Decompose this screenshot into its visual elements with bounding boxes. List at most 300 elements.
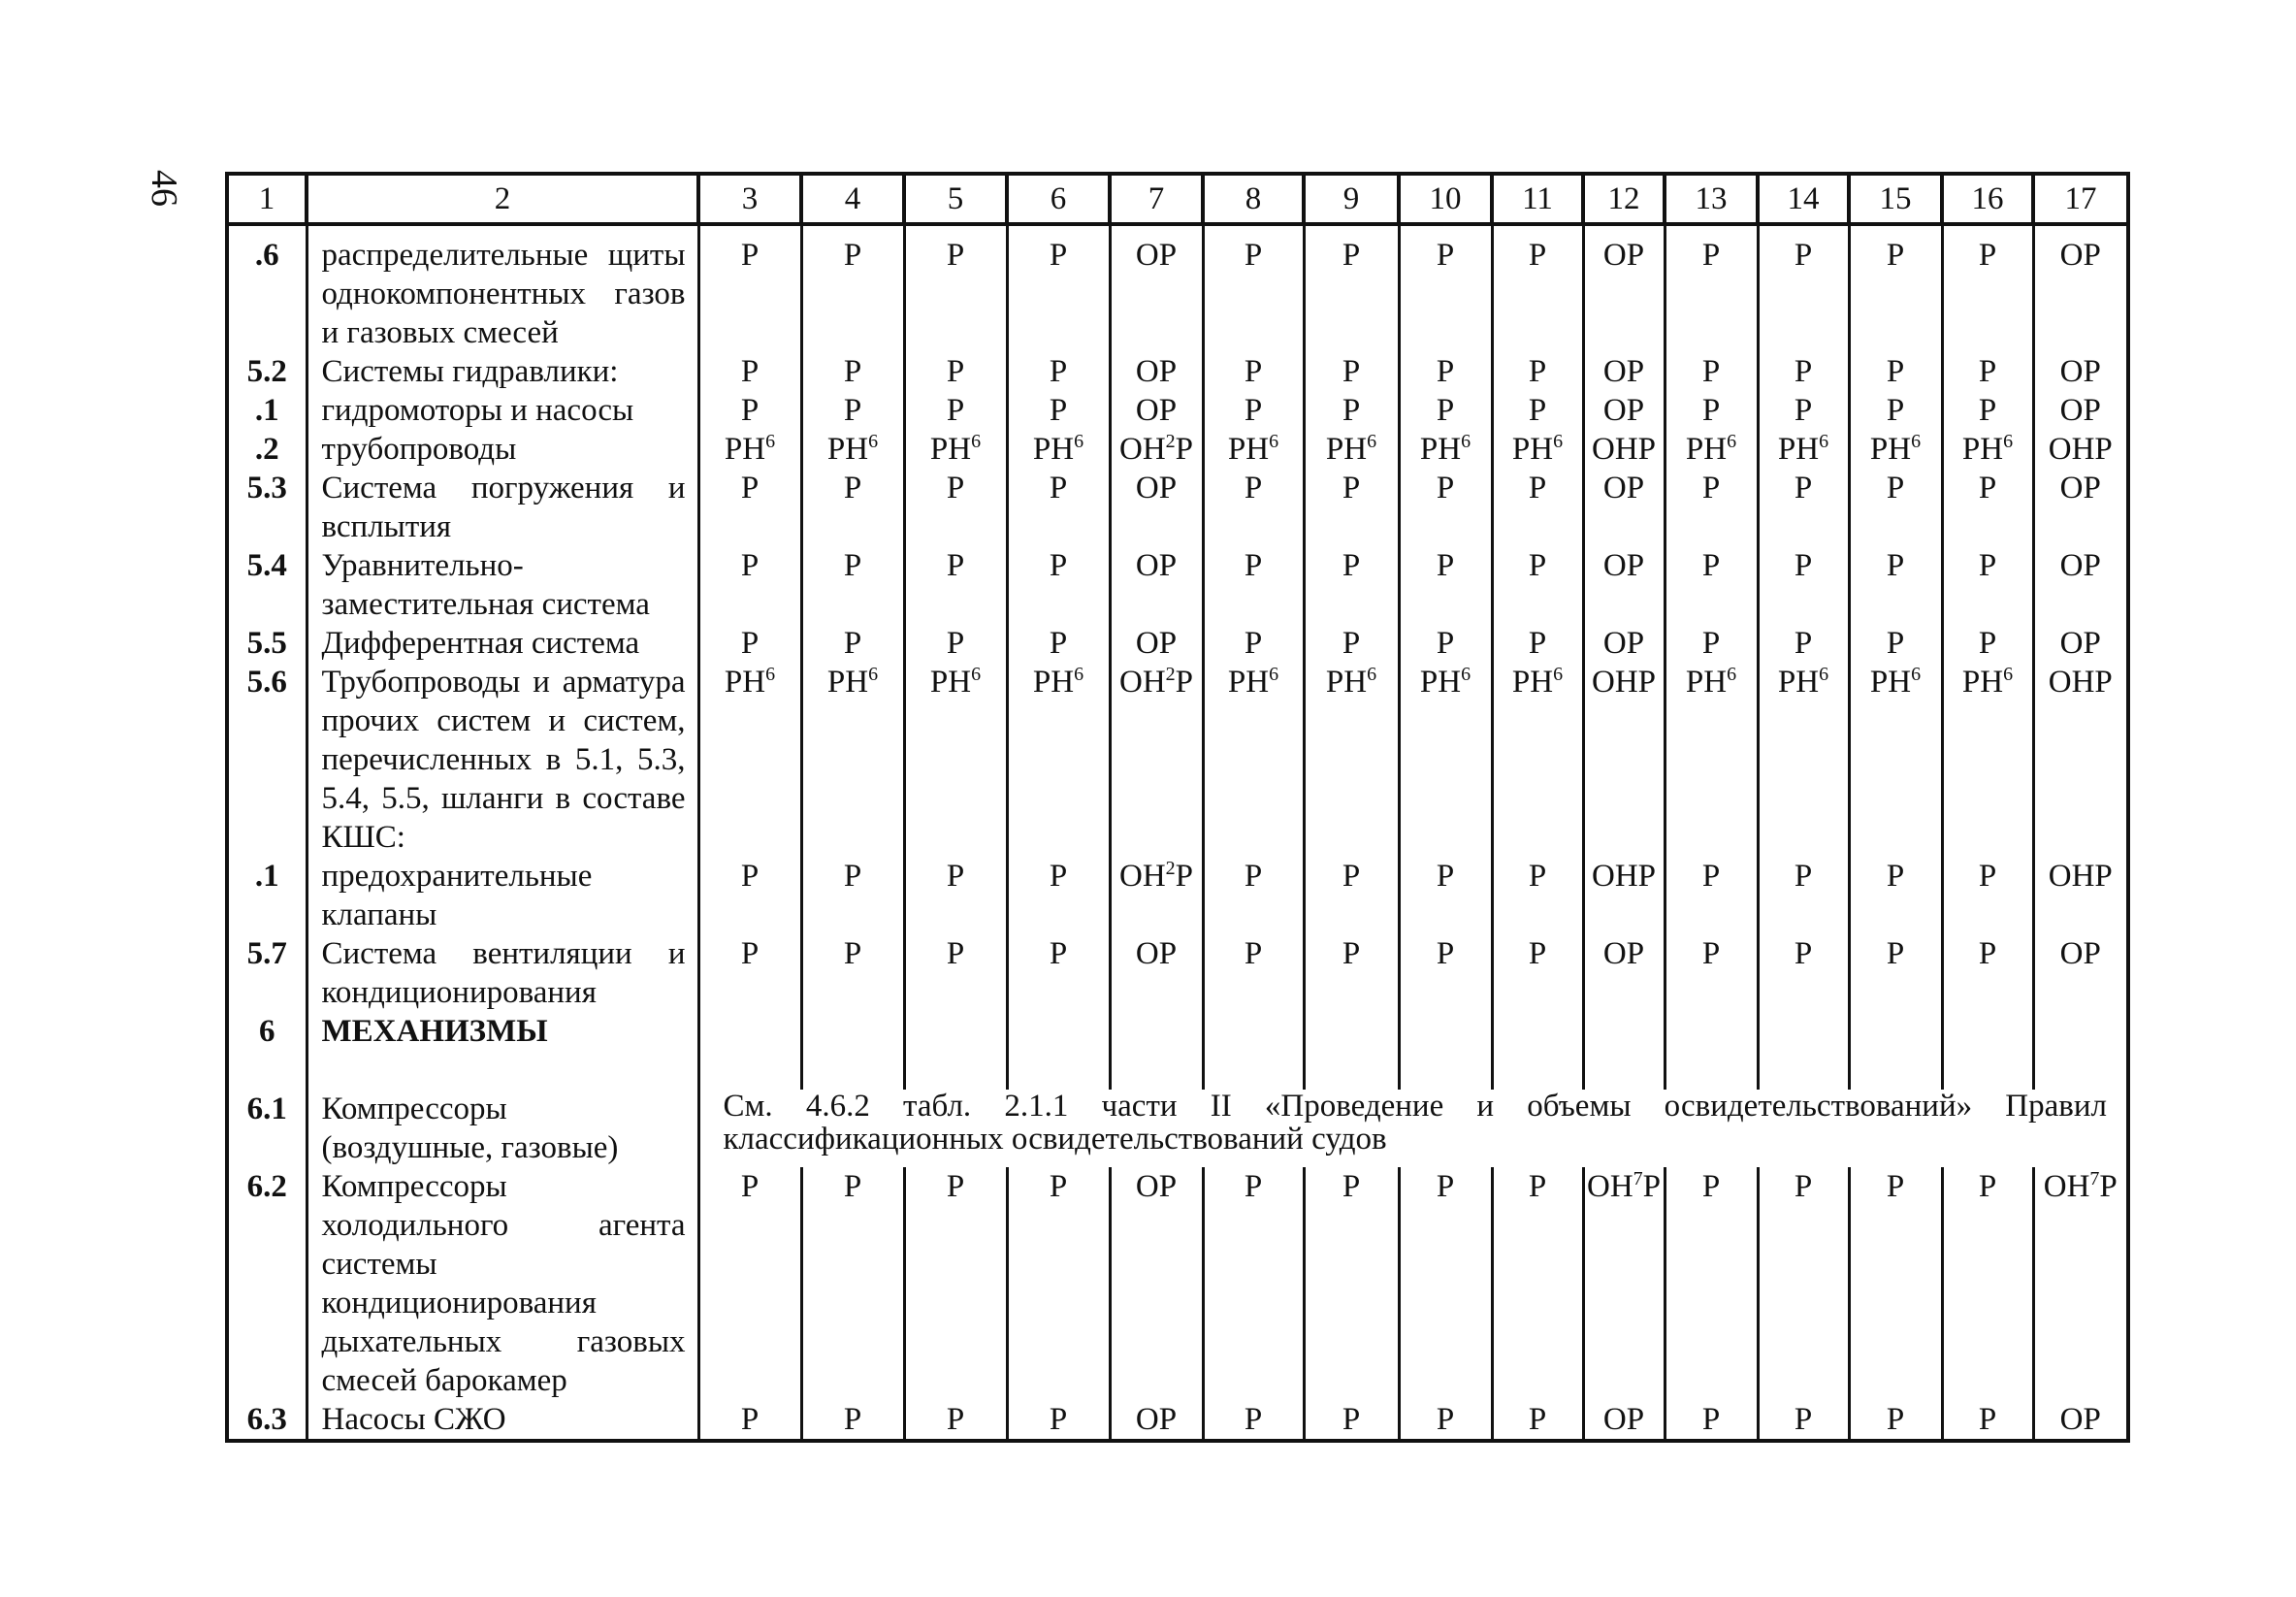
cell-col-10 xyxy=(1399,663,1492,857)
cell-value: Р xyxy=(1794,1169,1813,1204)
cell-value: ОР xyxy=(1602,393,1645,428)
cell-value: Р xyxy=(843,393,862,428)
cell-value: ОН xyxy=(1586,1169,1633,1204)
cell-col-16 xyxy=(1942,663,2033,857)
cell-col-5 xyxy=(904,224,1007,352)
cell-col-17 xyxy=(2033,663,2128,857)
cell-col-15 xyxy=(1849,1012,1942,1090)
cell-col-13 xyxy=(1665,1167,1758,1400)
footnote-mark: 6 xyxy=(1367,431,1377,452)
cell-value: ОР xyxy=(1135,354,1178,389)
row-name: распределительные щиты однокомпонентных газов и газовых смесей xyxy=(307,224,698,352)
cell-value: Р xyxy=(1886,1402,1905,1437)
cell-col-8 xyxy=(1203,546,1304,624)
cell-col-17 xyxy=(2033,546,2128,624)
cell-value: ОР xyxy=(1135,1169,1178,1204)
cell-value: ОНР xyxy=(1591,665,1657,700)
cell-col-6 xyxy=(1007,224,1110,352)
cell-value: Р xyxy=(1701,393,1721,428)
row-number: 5.7 xyxy=(227,934,307,1012)
cell-col-12 xyxy=(1583,469,1665,546)
cell-value: Р xyxy=(1244,238,1263,273)
cell-value: Р xyxy=(1886,1169,1905,1204)
table-row xyxy=(227,1090,2128,1167)
cell-value: Р xyxy=(1701,471,1721,505)
cell-value: Р xyxy=(1049,393,1068,428)
cell-value: Р xyxy=(1244,859,1263,894)
cell-col-16 xyxy=(1942,469,2033,546)
cell-value: РН xyxy=(1777,432,1820,467)
footnote-mark: 6 xyxy=(1461,431,1471,452)
cell-col-17 xyxy=(2033,624,2128,663)
cell-col-7 xyxy=(1110,1012,1203,1090)
column-header-17: 17 xyxy=(2033,174,2128,224)
cell-value: Р xyxy=(1794,1402,1813,1437)
cell-value: Р xyxy=(1342,471,1361,505)
cell-value: Р xyxy=(1978,471,1997,505)
cell-col-6 xyxy=(1007,546,1110,624)
cell-col-4 xyxy=(801,546,904,624)
cell-value: Р xyxy=(1436,471,1455,505)
cell-value: Р xyxy=(843,354,862,389)
cell-col-16 xyxy=(1942,352,2033,391)
cell-col-12 xyxy=(1583,352,1665,391)
row-number: 5.6 xyxy=(227,663,307,857)
cell-value: Р xyxy=(1528,238,1547,273)
cell-value: Р xyxy=(1436,548,1455,583)
inspection-table xyxy=(225,172,2130,1443)
cell-value: ОР xyxy=(1602,626,1645,661)
cell-value: Р xyxy=(1049,238,1068,273)
cell-col-13 xyxy=(1665,224,1758,352)
table-header xyxy=(227,174,2128,224)
cell-value: Р xyxy=(1049,1169,1068,1204)
cell-col-8 xyxy=(1203,1167,1304,1400)
cell-value: РН xyxy=(724,665,766,700)
cell-value: РН xyxy=(724,432,766,467)
cell-col-5 xyxy=(904,546,1007,624)
cell-value: Р xyxy=(1436,1402,1455,1437)
cell-col-9 xyxy=(1304,1012,1399,1090)
column-header-15: 15 xyxy=(1849,174,1942,224)
cell-value: РН xyxy=(1227,432,1270,467)
row-name: Уравнительно-заместительная система xyxy=(307,546,698,624)
row-name: Насосы СЖО xyxy=(307,1400,698,1441)
cell-value: ОР xyxy=(2059,393,2101,428)
cell-value: Р xyxy=(740,354,760,389)
cell-col-16 xyxy=(1942,430,2033,469)
cell-value: Р xyxy=(1436,936,1455,971)
cell-value: Р xyxy=(1528,548,1547,583)
cell-col-4 xyxy=(801,1400,904,1441)
cell-col-4 xyxy=(801,391,904,430)
cell-col-9 xyxy=(1304,1400,1399,1441)
cell-col-11 xyxy=(1492,469,1583,546)
cell-value: Р xyxy=(946,936,965,971)
cell-value: Р xyxy=(1701,354,1721,389)
cell-col-14 xyxy=(1758,934,1849,1012)
cell-value: Р xyxy=(1701,238,1721,273)
cell-col-6 xyxy=(1007,430,1110,469)
cell-col-14 xyxy=(1758,663,1849,857)
cell-col-12 xyxy=(1583,857,1665,934)
cell-value: Р xyxy=(843,1402,862,1437)
cell-value: Р xyxy=(843,471,862,505)
cell-value-tail: Р xyxy=(2099,1169,2118,1204)
cell-value: ОР xyxy=(1602,471,1645,505)
cell-col-17 xyxy=(2033,1400,2128,1441)
cell-col-7 xyxy=(1110,430,1203,469)
cell-value: Р xyxy=(1701,1402,1721,1437)
cell-value: ОН xyxy=(1118,665,1166,700)
cell-value: ОР xyxy=(2059,1402,2101,1437)
cell-value: Р xyxy=(740,859,760,894)
table-row xyxy=(227,857,2128,934)
cell-col-9 xyxy=(1304,469,1399,546)
cell-col-3 xyxy=(698,1167,801,1400)
cell-col-4 xyxy=(801,469,904,546)
cell-value: Р xyxy=(1794,354,1813,389)
cell-value: ОР xyxy=(1135,548,1178,583)
cell-value: ОР xyxy=(1602,1402,1645,1437)
cell-col-10 xyxy=(1399,469,1492,546)
cell-col-10 xyxy=(1399,352,1492,391)
cell-value: РН xyxy=(1419,432,1462,467)
cell-col-13 xyxy=(1665,934,1758,1012)
cell-value: Р xyxy=(1342,238,1361,273)
cell-col-6 xyxy=(1007,352,1110,391)
footnote-mark: 7 xyxy=(1633,1168,1643,1190)
cell-col-12 xyxy=(1583,624,1665,663)
cell-col-8 xyxy=(1203,663,1304,857)
cell-col-11 xyxy=(1492,352,1583,391)
cell-value: Р xyxy=(843,859,862,894)
cell-value: РН xyxy=(929,432,972,467)
cell-col-12 xyxy=(1583,1400,1665,1441)
cell-col-8 xyxy=(1203,391,1304,430)
cell-value: Р xyxy=(843,936,862,971)
cell-col-16 xyxy=(1942,624,2033,663)
cell-col-9 xyxy=(1304,624,1399,663)
cell-value: Р xyxy=(843,1169,862,1204)
cell-col-8 xyxy=(1203,1012,1304,1090)
column-header-8: 8 xyxy=(1203,174,1304,224)
cell-value: Р xyxy=(1886,393,1905,428)
table-row xyxy=(227,1400,2128,1441)
row-number: 5.2 xyxy=(227,352,307,391)
cell-value: Р xyxy=(1978,354,1997,389)
cell-col-15 xyxy=(1849,1167,1942,1400)
cell-value: Р xyxy=(1701,936,1721,971)
cell-col-17 xyxy=(2033,934,2128,1012)
cell-col-5 xyxy=(904,624,1007,663)
cell-value: ОР xyxy=(2059,354,2101,389)
column-header-1: 1 xyxy=(227,174,307,224)
cell-col-4 xyxy=(801,934,904,1012)
cell-col-12 xyxy=(1583,663,1665,857)
cell-value: ОНР xyxy=(2048,665,2113,700)
cell-value: Р xyxy=(1049,859,1068,894)
cell-value: Р xyxy=(1342,393,1361,428)
cell-col-9 xyxy=(1304,352,1399,391)
cell-col-6 xyxy=(1007,624,1110,663)
footnote-mark: 6 xyxy=(1367,664,1377,685)
cell-col-3 xyxy=(698,352,801,391)
footnote-mark: 6 xyxy=(1727,664,1737,685)
cell-col-10 xyxy=(1399,430,1492,469)
cell-value: Р xyxy=(1436,354,1455,389)
cell-value: Р xyxy=(1701,859,1721,894)
cell-col-3 xyxy=(698,624,801,663)
footnote-mark: 6 xyxy=(1074,431,1084,452)
cell-col-5 xyxy=(904,1167,1007,1400)
cell-col-3 xyxy=(698,430,801,469)
cell-value: Р xyxy=(1701,548,1721,583)
cell-col-8 xyxy=(1203,469,1304,546)
cell-col-11 xyxy=(1492,1012,1583,1090)
cell-value: Р xyxy=(740,626,760,661)
cell-value: Р xyxy=(1794,393,1813,428)
cell-col-6 xyxy=(1007,857,1110,934)
cell-col-7 xyxy=(1110,352,1203,391)
footnote-mark: 6 xyxy=(1911,664,1922,685)
row-number: .6 xyxy=(227,224,307,352)
row-number: 6 xyxy=(227,1012,307,1090)
footnote-mark: 6 xyxy=(971,664,982,685)
cell-col-3 xyxy=(698,1012,801,1090)
column-header-3: 3 xyxy=(698,174,801,224)
cell-value: Р xyxy=(843,626,862,661)
cell-col-14 xyxy=(1758,430,1849,469)
cell-value: Р xyxy=(1436,1169,1455,1204)
column-header-4: 4 xyxy=(801,174,904,224)
footnote-mark: 6 xyxy=(868,431,879,452)
cell-value: Р xyxy=(1886,548,1905,583)
cell-col-7 xyxy=(1110,1400,1203,1441)
cell-value: РН xyxy=(1419,665,1462,700)
cell-col-13 xyxy=(1665,1400,1758,1441)
cell-value: Р xyxy=(1701,1169,1721,1204)
cell-col-11 xyxy=(1492,391,1583,430)
cell-value: ОН xyxy=(1118,432,1166,467)
row-name: МЕХАНИЗМЫ xyxy=(307,1012,698,1090)
cell-col-7 xyxy=(1110,1167,1203,1400)
cell-col-14 xyxy=(1758,857,1849,934)
cell-value: ОР xyxy=(2059,471,2101,505)
cell-col-12 xyxy=(1583,391,1665,430)
cell-col-11 xyxy=(1492,546,1583,624)
cell-value: Р xyxy=(1978,548,1997,583)
cell-col-5 xyxy=(904,934,1007,1012)
footnote-mark: 6 xyxy=(2003,431,2014,452)
footnote-mark: 2 xyxy=(1165,431,1176,452)
cell-col-4 xyxy=(801,1167,904,1400)
cell-value: ОР xyxy=(1135,238,1178,273)
cell-value: Р xyxy=(1244,354,1263,389)
cell-value: Р xyxy=(1886,354,1905,389)
cell-col-6 xyxy=(1007,934,1110,1012)
table-row xyxy=(227,469,2128,546)
cell-value: Р xyxy=(1342,548,1361,583)
cell-col-12 xyxy=(1583,224,1665,352)
cell-value: ОН xyxy=(1118,859,1166,894)
cell-value: Р xyxy=(740,548,760,583)
row-name: Компрессоры холодильного агента системы кондиционирования дыхательных газовых смесей барокамер xyxy=(307,1167,698,1400)
cell-col-5 xyxy=(904,469,1007,546)
cell-col-10 xyxy=(1399,1167,1492,1400)
footnote-mark: 6 xyxy=(1269,664,1279,685)
cell-value: Р xyxy=(946,1402,965,1437)
cell-col-7 xyxy=(1110,469,1203,546)
cell-col-11 xyxy=(1492,624,1583,663)
cell-value: Р xyxy=(1528,936,1547,971)
cell-value: РН xyxy=(1961,665,2004,700)
cell-value: Р xyxy=(843,238,862,273)
table-row xyxy=(227,546,2128,624)
cell-value: Р xyxy=(946,548,965,583)
cell-col-10 xyxy=(1399,1012,1492,1090)
cell-col-7 xyxy=(1110,857,1203,934)
cell-col-16 xyxy=(1942,934,2033,1012)
row-number: 5.3 xyxy=(227,469,307,546)
footnote-mark: 6 xyxy=(1269,431,1279,452)
cell-col-16 xyxy=(1942,224,2033,352)
footnote-mark: 7 xyxy=(2089,1168,2100,1190)
cell-value: Р xyxy=(946,238,965,273)
cell-col-8 xyxy=(1203,857,1304,934)
footnote-mark: 2 xyxy=(1165,664,1176,685)
cell-col-4 xyxy=(801,857,904,934)
column-header-13: 13 xyxy=(1665,174,1758,224)
cell-col-3 xyxy=(698,934,801,1012)
cell-col-3 xyxy=(698,1400,801,1441)
footnote-mark: 6 xyxy=(868,664,879,685)
cell-value: Р xyxy=(1978,1169,1997,1204)
cell-col-15 xyxy=(1849,1400,1942,1441)
cell-value: Р xyxy=(1528,626,1547,661)
cell-col-3 xyxy=(698,546,801,624)
cell-value: Р xyxy=(1528,471,1547,505)
cell-col-7 xyxy=(1110,934,1203,1012)
footnote-mark: 6 xyxy=(1819,664,1829,685)
row-number: 6.3 xyxy=(227,1400,307,1441)
cell-col-5 xyxy=(904,352,1007,391)
cell-value: РН xyxy=(1227,665,1270,700)
cell-value: РН xyxy=(1869,432,1912,467)
cell-value: ОР xyxy=(1602,354,1645,389)
cell-value: Р xyxy=(1528,393,1547,428)
cell-value: Р xyxy=(1049,936,1068,971)
row-number: .1 xyxy=(227,857,307,934)
cell-col-16 xyxy=(1942,391,2033,430)
cell-col-15 xyxy=(1849,352,1942,391)
cell-col-10 xyxy=(1399,934,1492,1012)
cell-col-3 xyxy=(698,857,801,934)
cell-col-7 xyxy=(1110,663,1203,857)
cell-value: Р xyxy=(1244,393,1263,428)
table-row xyxy=(227,391,2128,430)
cell-value: Р xyxy=(1049,626,1068,661)
cell-value-tail: Р xyxy=(1175,665,1194,700)
table-row xyxy=(227,934,2128,1012)
cell-value: Р xyxy=(1794,471,1813,505)
cell-col-15 xyxy=(1849,934,1942,1012)
column-header-5: 5 xyxy=(904,174,1007,224)
cell-value: РН xyxy=(1325,432,1368,467)
cell-value: Р xyxy=(1978,859,1997,894)
cell-col-17 xyxy=(2033,1012,2128,1090)
cell-col-10 xyxy=(1399,391,1492,430)
cell-value: ОР xyxy=(1135,1402,1178,1437)
cell-col-9 xyxy=(1304,663,1399,857)
cell-col-13 xyxy=(1665,624,1758,663)
cell-col-11 xyxy=(1492,1167,1583,1400)
cell-value: Р xyxy=(946,393,965,428)
cell-value: Р xyxy=(1886,859,1905,894)
header-row xyxy=(227,174,2128,224)
row-name: Система вентиляции и кондиционирования xyxy=(307,934,698,1012)
cell-value: ОНР xyxy=(2048,432,2113,467)
cell-col-15 xyxy=(1849,663,1942,857)
cell-col-8 xyxy=(1203,624,1304,663)
cell-col-7 xyxy=(1110,391,1203,430)
table-row xyxy=(227,224,2128,352)
cell-value: Р xyxy=(1342,354,1361,389)
cell-col-16 xyxy=(1942,1167,2033,1400)
cell-value: РН xyxy=(826,432,869,467)
cell-col-5 xyxy=(904,1400,1007,1441)
cell-col-11 xyxy=(1492,1400,1583,1441)
cell-value: Р xyxy=(1528,859,1547,894)
column-header-10: 10 xyxy=(1399,174,1492,224)
cell-col-8 xyxy=(1203,224,1304,352)
cell-value: Р xyxy=(1342,936,1361,971)
footnote-mark: 6 xyxy=(1461,664,1471,685)
cell-value: ОР xyxy=(2059,238,2101,273)
cell-col-6 xyxy=(1007,1012,1110,1090)
footnote-mark: 6 xyxy=(1553,664,1564,685)
cell-value: ОНР xyxy=(2048,859,2113,894)
row-number: 6.1 xyxy=(227,1090,307,1167)
cell-value: Р xyxy=(1342,1169,1361,1204)
footnote-mark: 6 xyxy=(1819,431,1829,452)
cell-col-3 xyxy=(698,224,801,352)
cell-col-10 xyxy=(1399,224,1492,352)
cell-col-5 xyxy=(904,857,1007,934)
cell-col-17 xyxy=(2033,224,2128,352)
cell-col-16 xyxy=(1942,1012,2033,1090)
cell-col-4 xyxy=(801,224,904,352)
cell-value: Р xyxy=(1978,1402,1997,1437)
cell-value: РН xyxy=(1325,665,1368,700)
cell-col-14 xyxy=(1758,546,1849,624)
cell-col-16 xyxy=(1942,546,2033,624)
cell-col-4 xyxy=(801,663,904,857)
cell-value: Р xyxy=(1886,626,1905,661)
cell-value: Р xyxy=(1342,1402,1361,1437)
cell-col-5 xyxy=(904,391,1007,430)
cell-value: Р xyxy=(1528,354,1547,389)
cell-value: Р xyxy=(1528,1169,1547,1204)
cell-value: Р xyxy=(1049,548,1068,583)
cell-col-10 xyxy=(1399,546,1492,624)
cell-value: Р xyxy=(1436,626,1455,661)
cell-col-12 xyxy=(1583,1012,1665,1090)
cell-value: РН xyxy=(929,665,972,700)
cell-col-14 xyxy=(1758,1167,1849,1400)
row-number: 6.2 xyxy=(227,1167,307,1400)
cell-value: РН xyxy=(826,665,869,700)
